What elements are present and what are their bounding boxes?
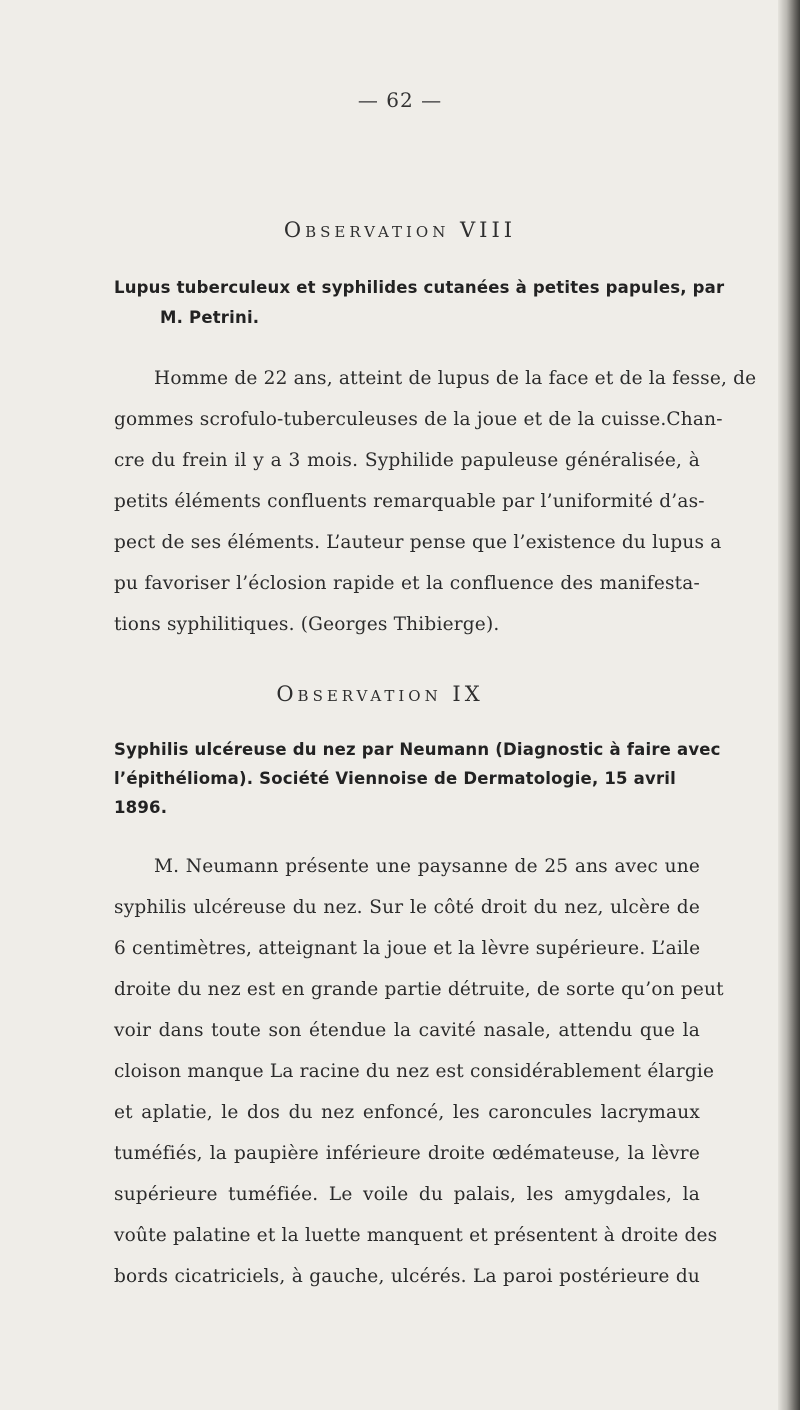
observation-9-heading-line-2: l’épithélioma). Société Viennoise de Dermatologie, 15 avril	[114, 769, 676, 788]
observation-8-title: Observation VIII	[283, 218, 517, 242]
observation-9-text-line: droite du nez est en grande partie détruite, de sorte qu’on peut	[114, 979, 724, 1000]
observation-9-text-line: syphilis ulcéreuse du nez. Sur le côté droit du nez, ulcère de	[114, 897, 700, 918]
observation-9-text-line: bords cicatriciels, à gauche, ulcérés. La paroi postérieure du	[114, 1266, 700, 1287]
observation-8-heading-line-2: M. Petrini.	[160, 308, 260, 327]
observation-8-text-line: pect de ses éléments. L’auteur pense que l’existence du lupus a	[114, 532, 722, 553]
observation-9-text-line: cloison manque La racine du nez est considérablement élargie	[114, 1061, 715, 1082]
observation-9-title: Observation IX	[276, 682, 484, 706]
observation-8-text-line: petits éléments confluents remarquable par l’uniformité d’as-	[114, 491, 705, 512]
page-number: — 62 —	[357, 88, 443, 112]
observation-8-text-line: pu favoriser l’éclosion rapide et la confluence des manifesta-	[114, 573, 700, 594]
observation-9-text-line: voûte palatine et la luette manquent et présentent à droite des	[114, 1225, 718, 1246]
observation-8-text-line: tions syphilitiques. (Georges Thibierge).	[114, 614, 500, 635]
observation-9-text-line: 6 centimètres, atteignant la joue et la lèvre supérieure. L’aile	[114, 938, 701, 959]
observation-9-heading-line-3: 1896.	[114, 798, 168, 817]
observation-9-text-line: voir dans toute son étendue la cavité nasale, attendu que la	[114, 1020, 700, 1041]
observation-9-text-line: supérieure tuméfiée. Le voile du palais, les amygdales, la	[114, 1184, 700, 1205]
observation-8-text-line: Homme de 22 ans, atteint de lupus de la face et de la fesse, de	[154, 368, 757, 389]
page-edge-shadow	[778, 0, 800, 1410]
observation-9-heading-line-1: Syphilis ulcéreuse du nez par Neumann (Diagnostic à faire avec	[114, 740, 721, 759]
observation-9-text-line: tuméfiés, la paupière inférieure droite œdémateuse, la lèvre	[114, 1143, 700, 1164]
observation-8-heading-line-1: Lupus tuberculeux et syphilides cutanées à petites papules, par	[114, 278, 725, 297]
observation-8-text-line: gommes scrofulo-tuberculeuses de la joue et de la cuisse.Chan-	[114, 409, 723, 430]
observation-9-text-line: M. Neumann présente une paysanne de 25 ans avec une	[154, 856, 700, 877]
observation-9-text-line: et aplatie, le dos du nez enfoncé, les caroncules lacrymaux	[114, 1102, 700, 1123]
observation-8-text-line: cre du frein il y a 3 mois. Syphilide papuleuse généralisée, à	[114, 450, 700, 471]
